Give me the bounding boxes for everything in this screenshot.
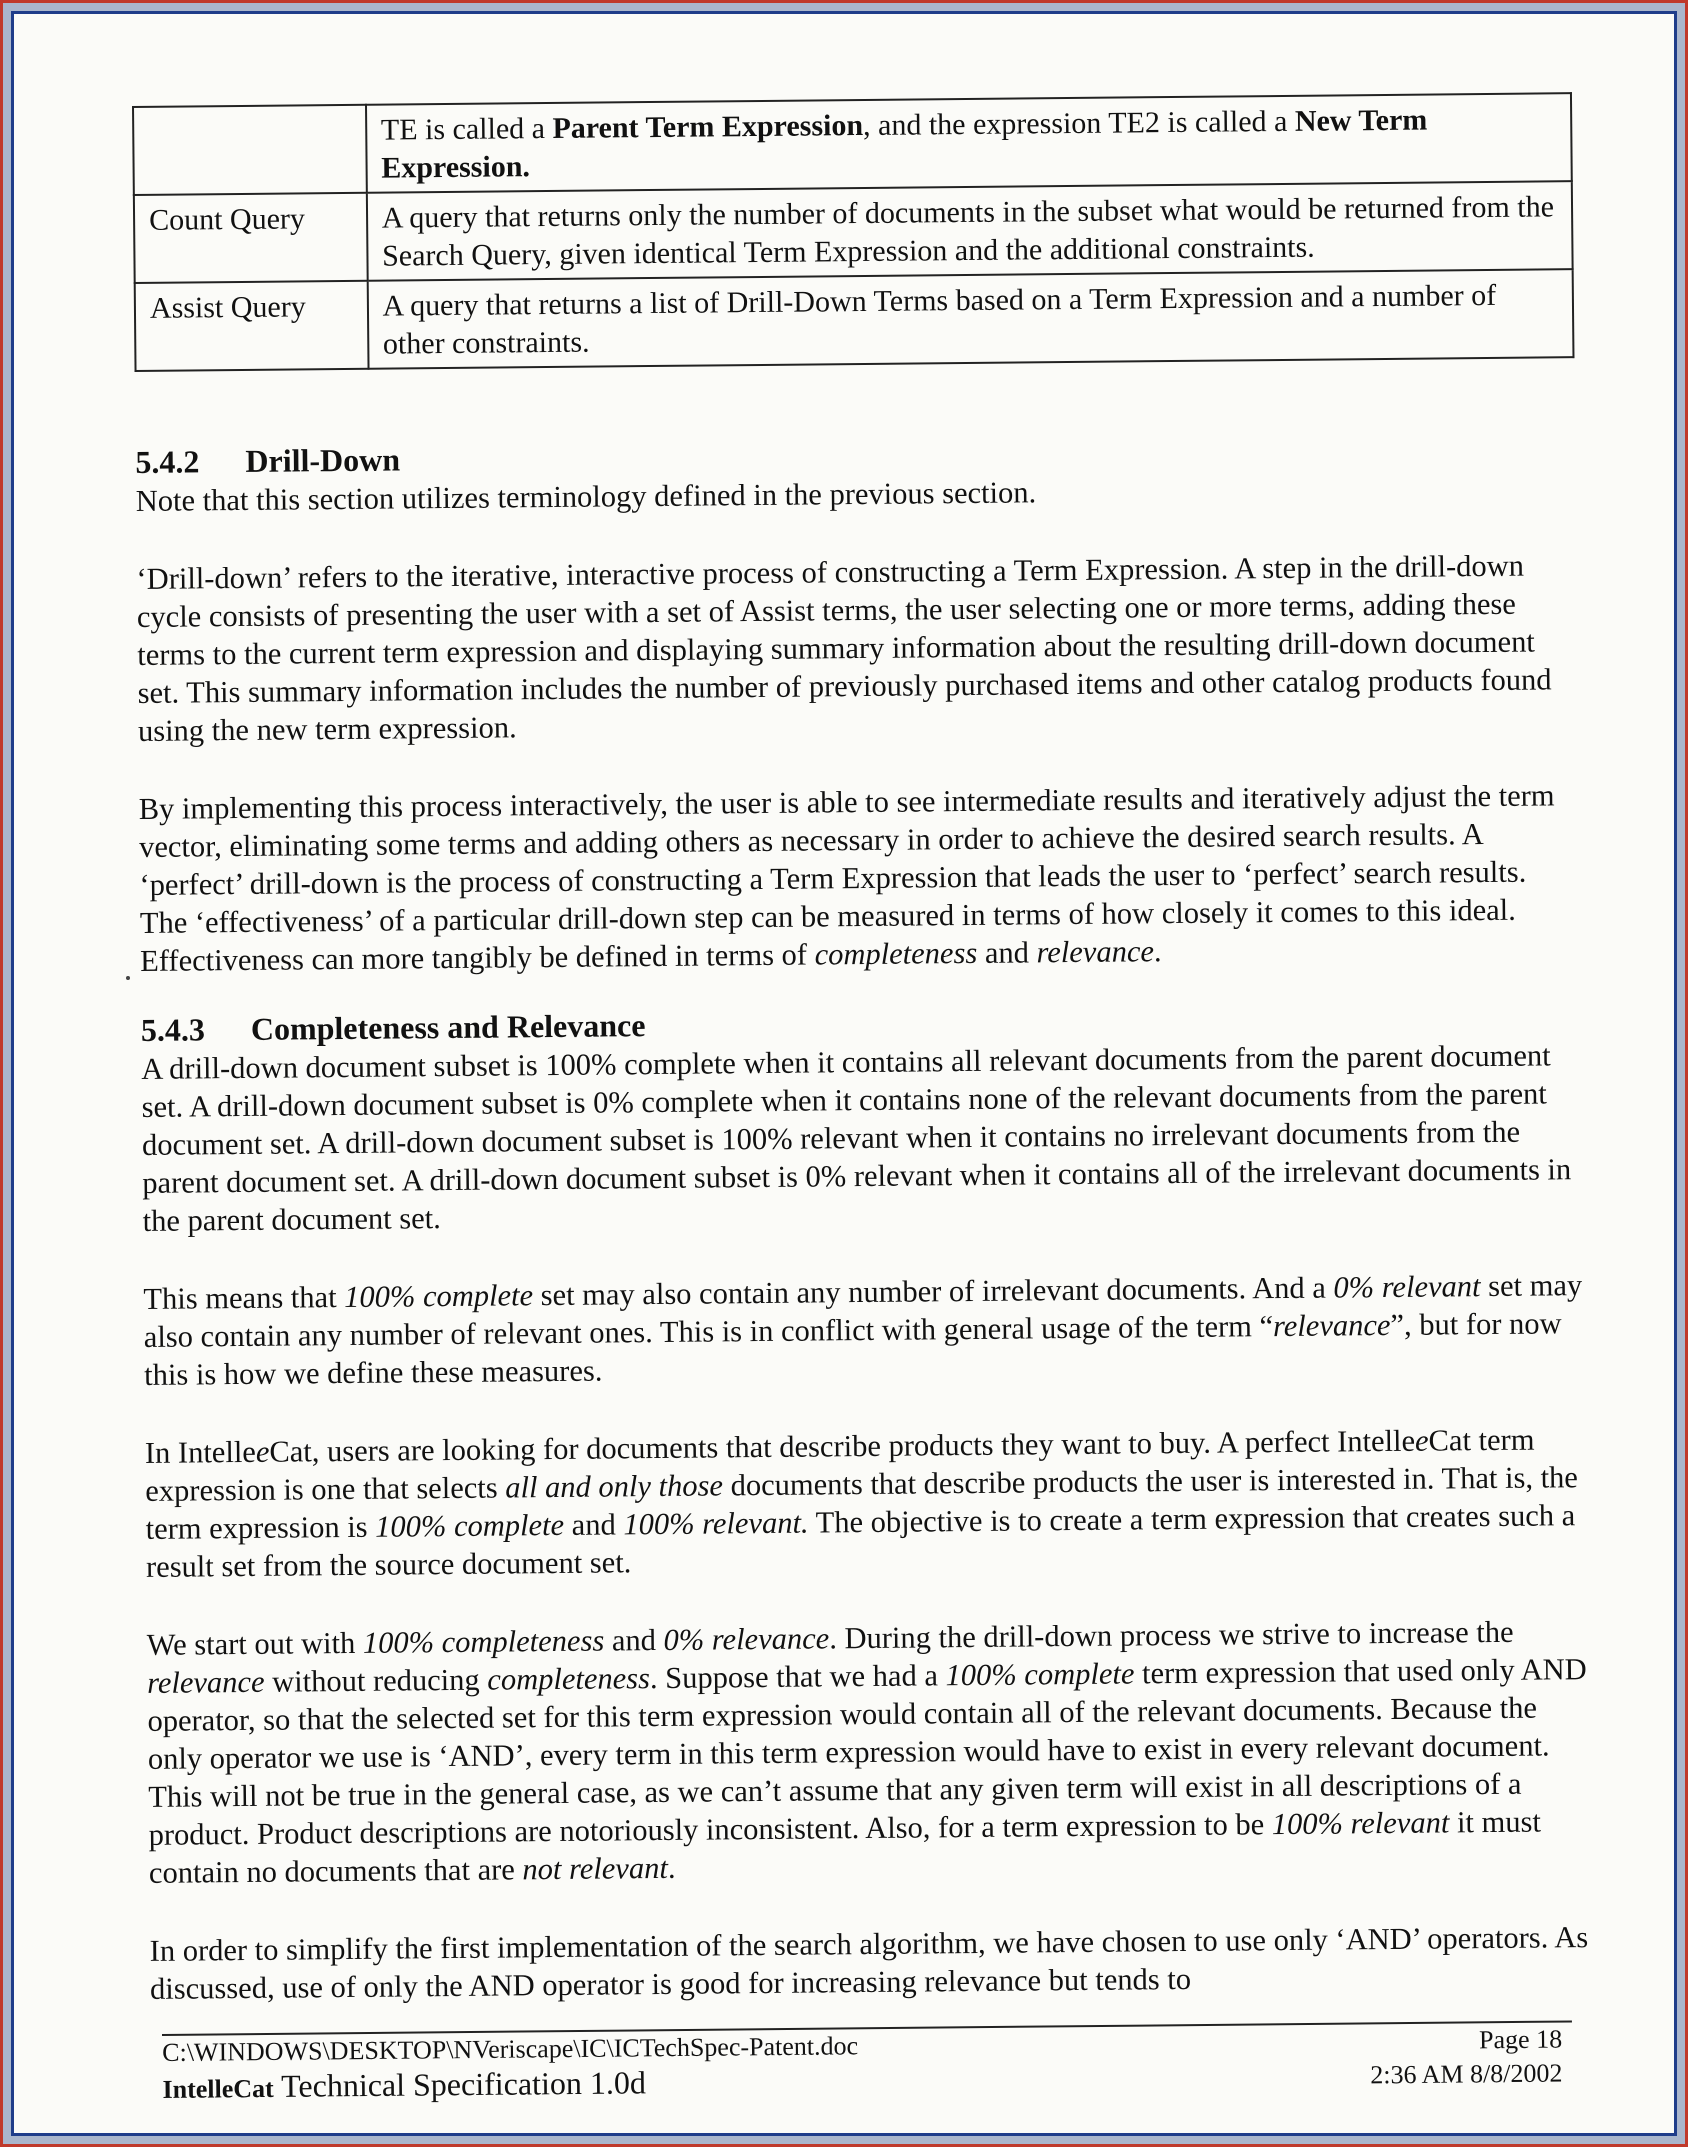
page-content xyxy=(132,92,1590,2008)
paragraph: In IntelleeCat, users are looking for documents that describe products they want to buy. A perfect IntelleeCat term expression is one that selects all and only those documents that describe products the user is interested in. That is, the term expression is 100% complete and 100% relevant. The objective is to create a term expression that creates such a result set from the source document set. xyxy=(144,1422,1579,1584)
description-cell: A query that returns only the number of documents in the subset what would be returned from the Search Query, given identical Term Expression and the additional constraints. xyxy=(366,181,1572,281)
paragraph: This means that 100% complete set may also contain any number of irrelevant documents. And a 0% relevant set may also contain any number of relevant ones. This is in conflict with general usage of the term “relevance”, but for now this is how we define these measures. xyxy=(143,1268,1583,1392)
document-path: C:\WINDOWS\DESKTOP\NVeriscape\IC\ICTechSpec-Patent.doc xyxy=(162,2031,859,2067)
paragraph: We start out with 100% completeness and 0% relevance. During the drill-down process we strive to increase the relevance without reducing completeness. Suppose that we had a 100% complete term expression that used only AND operator, so that the selected set for this term expression would contain all of the relevant documents. Because the only operator we use is ‘AND’, every term in this term expression would have to exist in every relevant document. This will not be true in the general case, as we can’t assume that any given term will exist in all descriptions of a product. Product descriptions are notoriously inconsistent. Also, for a term expression to be 100% relevant it must contain no documents that are not relevant. xyxy=(146,1614,1587,1890)
timestamp: 2:36 AM 8/8/2002 xyxy=(1370,2058,1563,2090)
section-heading-completeness-relevance: 5.4.3 Completeness and Relevance xyxy=(140,1007,646,1048)
definitions-table xyxy=(132,92,1574,372)
document-page xyxy=(14,14,1674,2133)
paragraph: A drill-down document subset is 100% complete when it contains all relevant documents from the parent document set. A drill-down document subset is 0% complete when it contains none of the relevant documents from the parent document set. A drill-down document subset is 100% relevant when it contains no irrelevant documents from the parent document set. A drill-down document subset is 0% relevant when it contains all of the irrelevant documents in the parent document set. xyxy=(141,1038,1572,1238)
term-cell: Assist Query xyxy=(135,281,368,371)
scan-frame-inner xyxy=(11,11,1677,2136)
description-cell: A query that returns a list of Drill-Down Terms based on a Term Expression and a number of other constraints. xyxy=(367,269,1573,369)
section-heading-drill-down: 5.4.2 Drill-Down xyxy=(135,441,401,480)
table-row xyxy=(135,269,1574,371)
paragraph: Note that this section utilizes terminology defined in the previous section. xyxy=(135,475,1037,518)
page-footer xyxy=(162,2020,1573,2107)
paragraph: By implementing this process interactively, the user is able to see intermediate results and iteratively adjust the term vector, eliminating some terms and adding others as necessary in order to achieve the desired search results. A ‘perfect’ drill-down is the process of constructing a Term Expression that leads the user to ‘perfect’ search results. The ‘effectiveness’ of a particular drill-down step can be measured in terms of how closely it comes to this ideal. Effectiveness can more tangibly be defined in terms of completeness and relevance. xyxy=(138,778,1555,978)
page-number: Page 18 xyxy=(1478,2024,1563,2055)
table-row xyxy=(133,93,1572,195)
paragraph: In order to simplify the first implementation of the search algorithm, we have chosen to use only ‘AND’ operators. As discussed, use of only the AND operator is good for increasing relevance but tends to xyxy=(149,1920,1589,2006)
spec-title: IntelleCat Technical Specification 1.0d xyxy=(162,2064,647,2104)
term-cell xyxy=(133,105,366,195)
term-cell: Count Query xyxy=(134,193,367,283)
description-cell: TE is called a Parent Term Expression, and the expression TE2 is called a New Term Expression. xyxy=(366,93,1572,193)
margin-mark xyxy=(126,976,130,980)
paragraph: ‘Drill-down’ refers to the iterative, interactive process of constructing a Term Expression. A step in the drill-down cycle consists of presenting the user with a set of Assist terms, the user selecting one or more terms, adding these terms to the current term expression and displaying summary information about the resulting drill-down document set. This summary information includes the number of previously purchased items and other catalog products found using the new term expression. xyxy=(136,548,1552,748)
table-row xyxy=(134,181,1573,283)
